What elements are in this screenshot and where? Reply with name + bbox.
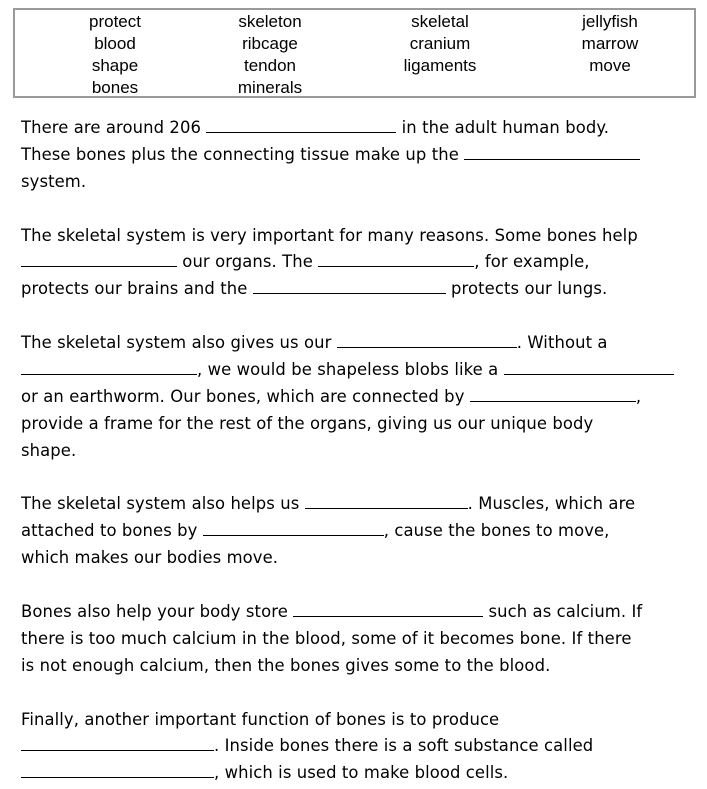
- text-line: [21, 491, 701, 518]
- text-segment: shape.: [21, 440, 77, 460]
- paragraph-5: [21, 599, 701, 680]
- answer-blank[interactable]: [21, 250, 177, 267]
- answer-blank[interactable]: [504, 358, 674, 375]
- text-segment: , cause the bones to move,: [383, 521, 610, 541]
- text-segment: . Muscles, which are: [467, 494, 636, 514]
- worksheet-text: [21, 115, 701, 789]
- word-bank-box: [13, 8, 696, 98]
- text-segment: our organs. The: [177, 252, 319, 272]
- text-line: [21, 411, 701, 438]
- text-segment: , we would be shapeless blobs like a: [197, 360, 504, 380]
- paragraph-1: [21, 115, 701, 196]
- text-line: [21, 357, 701, 384]
- text-line: [21, 545, 701, 572]
- answer-blank[interactable]: [21, 734, 214, 751]
- text-segment: There are around 206: [21, 118, 207, 137]
- text-line: [21, 169, 701, 196]
- word-bank-column-4: [555, 11, 665, 77]
- word-bank-word: bones: [91, 78, 139, 97]
- paragraph-4: [21, 491, 701, 572]
- answer-blank[interactable]: [21, 358, 197, 375]
- word-bank-column-3: [385, 11, 495, 77]
- text-segment: . Inside bones there is a soft substance called: [214, 736, 594, 756]
- text-segment: attached to bones by: [21, 521, 203, 541]
- text-segment: such as calcium. If: [483, 602, 643, 622]
- answer-blank[interactable]: [318, 250, 474, 267]
- word-bank-word: move: [589, 56, 631, 75]
- text-line: [21, 707, 701, 734]
- text-line: [21, 518, 701, 545]
- text-segment: system.: [21, 171, 87, 191]
- answer-blank[interactable]: [470, 385, 636, 402]
- text-segment: The skeletal system also gives us our: [21, 333, 337, 353]
- answer-blank[interactable]: [253, 277, 446, 294]
- word-bank-word: tendon: [244, 56, 296, 75]
- text-line: [21, 599, 701, 626]
- answer-blank[interactable]: [206, 116, 396, 133]
- text-segment: provide a frame for the rest of the organs, giving us our unique body: [21, 413, 594, 433]
- text-segment: ,: [635, 386, 642, 406]
- word-bank-word: marrow: [581, 34, 639, 53]
- paragraph-6: [21, 707, 701, 788]
- word-bank-column-1: [60, 11, 170, 99]
- text-line: [21, 249, 701, 276]
- answer-blank[interactable]: [21, 761, 214, 778]
- text-line: [21, 733, 701, 760]
- word-bank-word: blood: [94, 34, 136, 53]
- answer-blank[interactable]: [337, 331, 517, 348]
- text-segment: Bones also help your body store: [21, 602, 294, 622]
- word-bank-word: ligaments: [403, 56, 477, 75]
- text-line: [21, 438, 701, 465]
- word-bank-word: minerals: [237, 78, 303, 97]
- text-line: [21, 223, 701, 250]
- text-segment: which makes our bodies move.: [21, 548, 279, 568]
- text-line: [21, 330, 701, 357]
- text-line: [21, 384, 701, 411]
- text-segment: Finally, another important function of bones is to produce: [21, 709, 500, 729]
- text-segment: there is too much calcium in the blood, some of it becomes bone. If there: [21, 628, 632, 648]
- word-bank-word: ribcage: [242, 34, 298, 53]
- answer-blank[interactable]: [464, 143, 640, 160]
- word-bank-word: jellyfish: [582, 12, 638, 31]
- word-bank-word: shape: [91, 56, 139, 75]
- answer-blank[interactable]: [203, 519, 384, 536]
- word-bank-word: protect: [89, 12, 141, 31]
- text-segment: These bones plus the connecting tissue make up the: [21, 144, 465, 164]
- text-line: [21, 626, 701, 653]
- text-line: [21, 142, 701, 169]
- text-segment: is not enough calcium, then the bones gives some to the blood.: [21, 655, 551, 675]
- text-segment: The skeletal system is very important for many reasons. Some bones help: [21, 225, 638, 245]
- text-segment: or an earthworm. Our bones, which are connected by: [21, 386, 470, 406]
- text-segment: , for example,: [474, 252, 590, 272]
- text-line: [21, 115, 701, 142]
- text-segment: . Without a: [516, 333, 608, 353]
- text-line: [21, 276, 701, 303]
- text-line: [21, 653, 701, 680]
- text-line: [21, 760, 701, 787]
- word-bank-word: skeleton: [238, 12, 302, 31]
- text-segment: in the adult human body.: [396, 118, 610, 137]
- word-bank-word: skeletal: [411, 12, 469, 31]
- paragraph-2: [21, 223, 701, 304]
- word-bank-column-2: [215, 11, 325, 99]
- word-bank-word: cranium: [409, 34, 471, 53]
- text-segment: protects our lungs.: [445, 279, 608, 299]
- paragraph-3: [21, 330, 701, 464]
- text-segment: , which is used to make blood cells.: [214, 763, 509, 783]
- text-segment: protects our brains and the: [21, 279, 253, 299]
- answer-blank[interactable]: [293, 600, 483, 617]
- text-segment: The skeletal system also helps us: [21, 494, 305, 514]
- answer-blank[interactable]: [305, 492, 468, 509]
